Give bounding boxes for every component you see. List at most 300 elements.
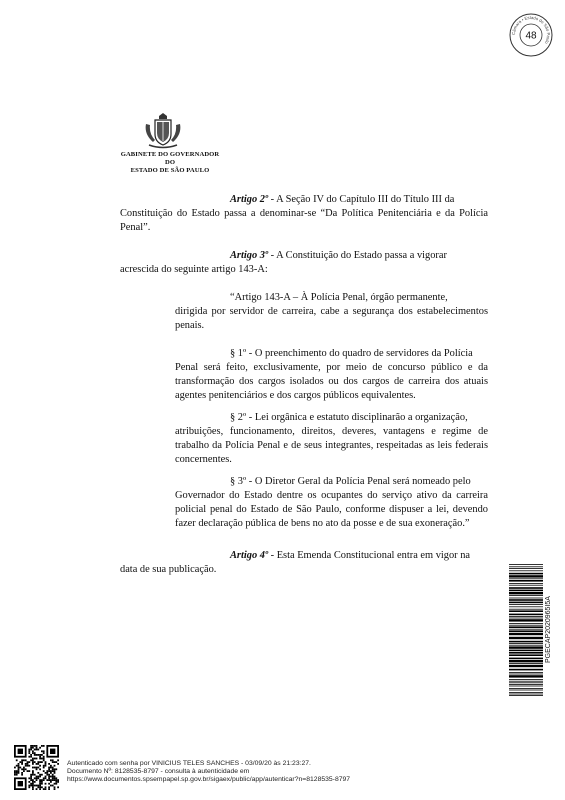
article-143a-caput [175,291,488,333]
barcode-bar [509,580,543,582]
barcode-bar [509,592,543,594]
qr-module [30,749,32,751]
qr-module [50,770,52,772]
qr-module [48,776,50,778]
article-4-label: Artigo 4º [230,550,269,561]
qr-module [28,781,30,783]
qr-module [27,765,29,767]
qr-module [34,785,36,787]
article-2-line-2: Constituição do Estado passa a denominar-se “Da Política Penitenciária e da Polícia [120,208,488,219]
qr-module [23,767,25,769]
barcode-bar [509,583,543,584]
paragraph-1 [175,347,488,403]
qr-module [28,785,30,787]
qr-module [39,754,41,756]
qr-module [55,761,57,763]
qr-module [21,761,23,763]
qr-module [39,758,41,760]
qr-module [16,774,18,776]
page-number-stamp [508,12,554,58]
qr-module [18,768,20,770]
qr-module [23,770,25,772]
qr-module [50,776,52,778]
qr-module [41,774,43,776]
article-2 [120,193,488,235]
qr-module [45,786,47,788]
p2-line-2: atribuições, funcionamento, direitos, deveres, vantagens e regime de [175,426,488,437]
header-line-1: GABINETE DO GOVERNADOR [120,151,220,158]
qr-module [25,763,27,765]
qr-module [48,767,50,769]
qr-module [54,761,56,763]
qr-module [25,768,27,770]
qr-module [34,774,36,776]
qr-module [54,768,56,770]
qr-module [37,776,39,778]
qr-module [27,763,29,765]
qr-module [52,785,54,787]
qr-module [34,761,36,763]
qr-module [32,767,34,769]
qr-module [41,758,43,760]
barcode-bar [509,663,543,664]
qr-module [18,772,20,774]
qr-module [32,761,34,763]
barcode-bar [509,575,543,577]
qr-module [36,767,38,769]
qr-module [28,770,30,772]
p1-line-4: agentes penitenciários e dos cargos públicos equivalentes. [175,390,416,401]
coat-of-arms-logo [143,112,183,150]
barcode-bar [509,633,543,635]
qr-module [54,779,56,781]
qr-module [30,747,32,749]
qr-module [32,750,34,752]
barcode-bar [509,610,543,612]
qr-module [30,754,32,756]
article-4-line-2: data de sua publicação. [120,564,217,575]
qr-module [34,758,36,760]
qr-module [57,759,59,761]
qr-module [36,768,38,770]
qr-module [34,777,36,779]
qr-module [34,767,36,769]
qr-module [39,768,41,770]
caput-line-3: penais. [175,320,205,331]
article-3 [120,249,488,277]
barcode-bar [509,598,543,599]
qr-module [52,770,54,772]
article-3-line-1: - A Constituição do Estado passa a vigorar [268,250,447,261]
qr-module [32,745,34,747]
qr-module [37,772,39,774]
qr-module [32,774,34,776]
qr-module [41,750,43,752]
qr-module [34,752,36,754]
qr-module [50,779,52,781]
qr-module [57,763,59,765]
qr-module [14,770,16,772]
barcode-bar [509,625,543,626]
qr-module [45,765,47,767]
qr-module [32,759,34,761]
qr-module [36,776,38,778]
qr-module [48,770,50,772]
barcode-bar [509,630,543,632]
barcode-bar [509,570,543,571]
qr-module [50,772,52,774]
qr-module [18,781,23,786]
qr-module [39,756,41,758]
qr-module [55,777,57,779]
p3-line-3: policial penal do Estado de São Paulo, conforme dispuser a lei, devendo [175,504,488,515]
qr-module [30,774,32,776]
barcode-bar [509,679,543,680]
qr-module [30,756,32,758]
qr-module [52,767,54,769]
qr-module [32,752,34,754]
qr-module [41,754,43,756]
qr-module [30,783,32,785]
qr-module [19,761,21,763]
qr-module [55,768,57,770]
qr-module [41,779,43,781]
qr-module [39,786,41,788]
p3-line-1: § 3º - O Diretor Geral da Polícia Penal será nomeado pelo [230,476,471,487]
qr-module [45,788,47,790]
qr-module [43,770,45,772]
qr-module [43,756,45,758]
barcode-bar [509,674,543,675]
qr-module [48,763,50,765]
article-2-label: Artigo 2º [230,194,269,205]
qr-module [32,770,34,772]
page-number: 48 [525,30,537,42]
qr-module [28,756,30,758]
qr-module [16,772,18,774]
paragraph-2 [175,411,488,467]
qr-module [36,749,38,751]
qr-module [45,772,47,774]
qr-module [21,772,23,774]
qr-module [18,749,23,754]
qr-module [39,747,41,749]
qr-module [18,765,20,767]
qr-module [36,754,38,756]
qr-module [32,783,34,785]
qr-module [54,777,56,779]
qr-module [48,779,50,781]
qr-module [32,772,34,774]
barcode-bar [509,686,543,687]
qr-module [39,781,41,783]
qr-module [48,786,50,788]
qr-module [28,777,30,779]
article-4 [120,549,488,577]
qr-module [55,783,57,785]
qr-module [32,788,34,790]
p3-line-4: fazer declaração pública de bens no ato da posse e de sua exoneração.” [175,518,470,529]
qr-module [45,783,47,785]
barcode-bar [509,629,543,630]
qr-module [43,750,45,752]
qr-module [50,759,52,761]
qr-module [37,754,39,756]
barcode-bar [509,646,543,648]
qr-module [55,779,57,781]
qr-module [45,777,47,779]
qr-module [30,785,32,787]
barcode-bar [509,669,543,671]
qr-module [34,749,36,751]
qr-module [16,770,18,772]
qr-module [39,779,41,781]
p1-line-1: § 1º - O preenchimento do quadro de servidores da Polícia [230,348,473,359]
qr-module [46,779,48,781]
qr-module [45,776,47,778]
qr-module [27,761,29,763]
caput-line-1: “Artigo 143-A – À Polícia Penal, órgão permanente, [230,292,448,303]
qr-module [28,765,30,767]
qr-module [32,785,34,787]
qr-module [37,785,39,787]
qr-module [39,761,41,763]
qr-module [39,785,41,787]
header-line-3: ESTADO DE SÃO PAULO [130,167,210,174]
article-2-line-3: Penal”. [120,222,151,233]
qr-module [50,749,55,754]
barcode-bar [509,658,543,660]
qr-module [18,763,20,765]
qr-module [45,761,47,763]
barcode-bar [509,623,543,624]
qr-module [41,783,43,785]
qr-module [41,781,43,783]
barcode-bar [509,585,543,586]
caput-line-2: dirigida por servidor de carreira, cabe a segurança dos estabelecimentos [175,306,488,317]
barcode-bar [509,599,543,601]
barcode-bar [509,654,543,656]
qr-module [32,747,34,749]
qr-module [14,772,16,774]
qr-module [34,754,36,756]
footer-line-3: https://www.documentos.spsempapel.sp.gov.br/sigaex/public/app/autenticar?n=8128535-8797 [67,776,351,783]
qr-module [52,761,54,763]
barcode-bar [509,641,543,643]
qr-module [37,749,39,751]
qr-module [23,768,25,770]
barcode-bar [509,609,543,610]
qr-module [32,786,34,788]
qr-module [36,777,38,779]
qr-module [14,767,16,769]
article-3-label: Artigo 3º [230,250,269,261]
qr-module [43,745,45,747]
qr-module [21,763,23,765]
qr-module [36,745,38,747]
footer-line-1: Autenticado com senha por VINICIUS TELES SANCHES - 03/09/20 às 21:23:27. [67,760,311,767]
qr-module [25,765,27,767]
qr-module [37,767,39,769]
barcode-bar [509,665,543,667]
barcode-bar [509,652,543,654]
barcode-bar [509,614,543,616]
qr-module [39,783,41,785]
qr-module [39,788,41,790]
qr-module [54,770,56,772]
qr-module [57,786,59,788]
barcode-bar [509,643,543,644]
p2-line-1: § 2º - Lei orgânica e estatuto disciplinarão a organização, [230,412,468,423]
authentication-footer [67,760,350,784]
qr-module [48,783,50,785]
qr-module [28,749,30,751]
qr-module [46,774,48,776]
barcode-bar [509,694,543,695]
qr-module [36,763,38,765]
qr-module [43,779,45,781]
qr-module [37,763,39,765]
article-2-line-1: - A Seção IV do Capítulo III do Título III da [268,194,455,205]
qr-code [14,745,59,790]
qr-module [43,752,45,754]
qr-module [52,777,54,779]
barcode-bar [509,690,543,691]
qr-module [54,786,56,788]
p1-line-2: Penal será feito, exclusivamente, por meio de concurso público e da [175,362,488,373]
qr-module [50,781,52,783]
qr-module [48,777,50,779]
qr-module [37,777,39,779]
qr-module [30,759,32,761]
qr-module [36,788,38,790]
qr-module [37,786,39,788]
qr-module [19,767,21,769]
qr-module [28,752,30,754]
qr-module [32,781,34,783]
qr-module [28,750,30,752]
qr-module [46,770,48,772]
qr-module [43,788,45,790]
qr-module [32,763,34,765]
barcode-bar [509,675,543,677]
qr-module [55,781,57,783]
p2-line-3: trabalho da Polícia Penal e de seus integrantes, respeitadas as leis federais [175,440,488,451]
qr-module [30,777,32,779]
qr-module [39,774,41,776]
qr-module [32,758,34,760]
barcode-bar [509,618,543,619]
barcode-bar [509,637,543,639]
qr-module [32,779,34,781]
qr-module [37,761,39,763]
qr-module [21,774,23,776]
article-4-line-1: - Esta Emenda Constitucional entra em vigor na [268,550,471,561]
qr-module [41,761,43,763]
qr-module [16,765,18,767]
barcode-bar [509,604,543,605]
barcode-bar [509,695,543,696]
qr-module [34,781,36,783]
footer-line-2: Documento Nº: 8128535-8797 - consulta à autenticidade em [67,768,250,775]
qr-module [48,774,50,776]
qr-module [50,765,52,767]
barcode-bar [509,684,543,685]
qr-module [28,786,30,788]
header-line-2: DO [164,159,176,166]
qr-module [52,759,54,761]
barcode-bar [509,606,543,607]
barcode-bar [509,672,543,673]
qr-module [41,786,43,788]
qr-module [57,781,59,783]
qr-module [43,767,45,769]
p1-line-3: transformação dos cargos isolados ou dos cargos de carreira dos atuais [175,376,488,387]
qr-module [52,779,54,781]
qr-module [43,759,45,761]
barcode-bar [509,564,543,565]
barcode-bar [509,590,543,592]
qr-module [54,776,56,778]
qr-module [14,774,16,776]
qr-module [34,745,36,747]
paragraph-3 [175,475,488,531]
qr-module [36,785,38,787]
barcode-bar [509,692,543,693]
qr-module [18,770,20,772]
qr-module [52,776,54,778]
header-institution [112,151,228,175]
barcode-bar [509,595,543,596]
p3-line-2: Governador do Estado dentre os ocupantes do serviço ativo da carreira [175,490,488,501]
qr-module [43,765,45,767]
qr-module [43,758,45,760]
barcode-bar [509,616,543,617]
barcode-bar [509,602,543,604]
qr-module [50,785,52,787]
barcode-bar [509,566,543,567]
qr-module [39,776,41,778]
barcode-bar [509,645,543,646]
qr-module [36,758,38,760]
qr-module [30,779,32,781]
qr-module [21,759,23,761]
qr-module [30,745,32,747]
qr-module [27,770,29,772]
barcode-bar [509,568,543,569]
barcode-bar [509,619,543,621]
qr-module [30,776,32,778]
p2-line-4: concernentes. [175,454,232,465]
barcode-bar [509,650,543,652]
barcode-bar [509,587,543,589]
stamp-ring-text: Câmara • Estado de São Paulo [510,14,552,45]
barcode-bar [509,573,543,575]
article-3-line-2: acrescida do seguinte artigo 143-A: [120,264,268,275]
qr-module [52,774,54,776]
qr-module [21,768,23,770]
qr-module [46,772,48,774]
qr-module [41,745,43,747]
qr-module [43,777,45,779]
qr-module [54,772,56,774]
qr-module [18,767,20,769]
qr-module [28,761,30,763]
barcode-bar [509,660,543,662]
qr-module [16,759,18,761]
barcode-bar [509,578,543,579]
qr-module [39,765,41,767]
